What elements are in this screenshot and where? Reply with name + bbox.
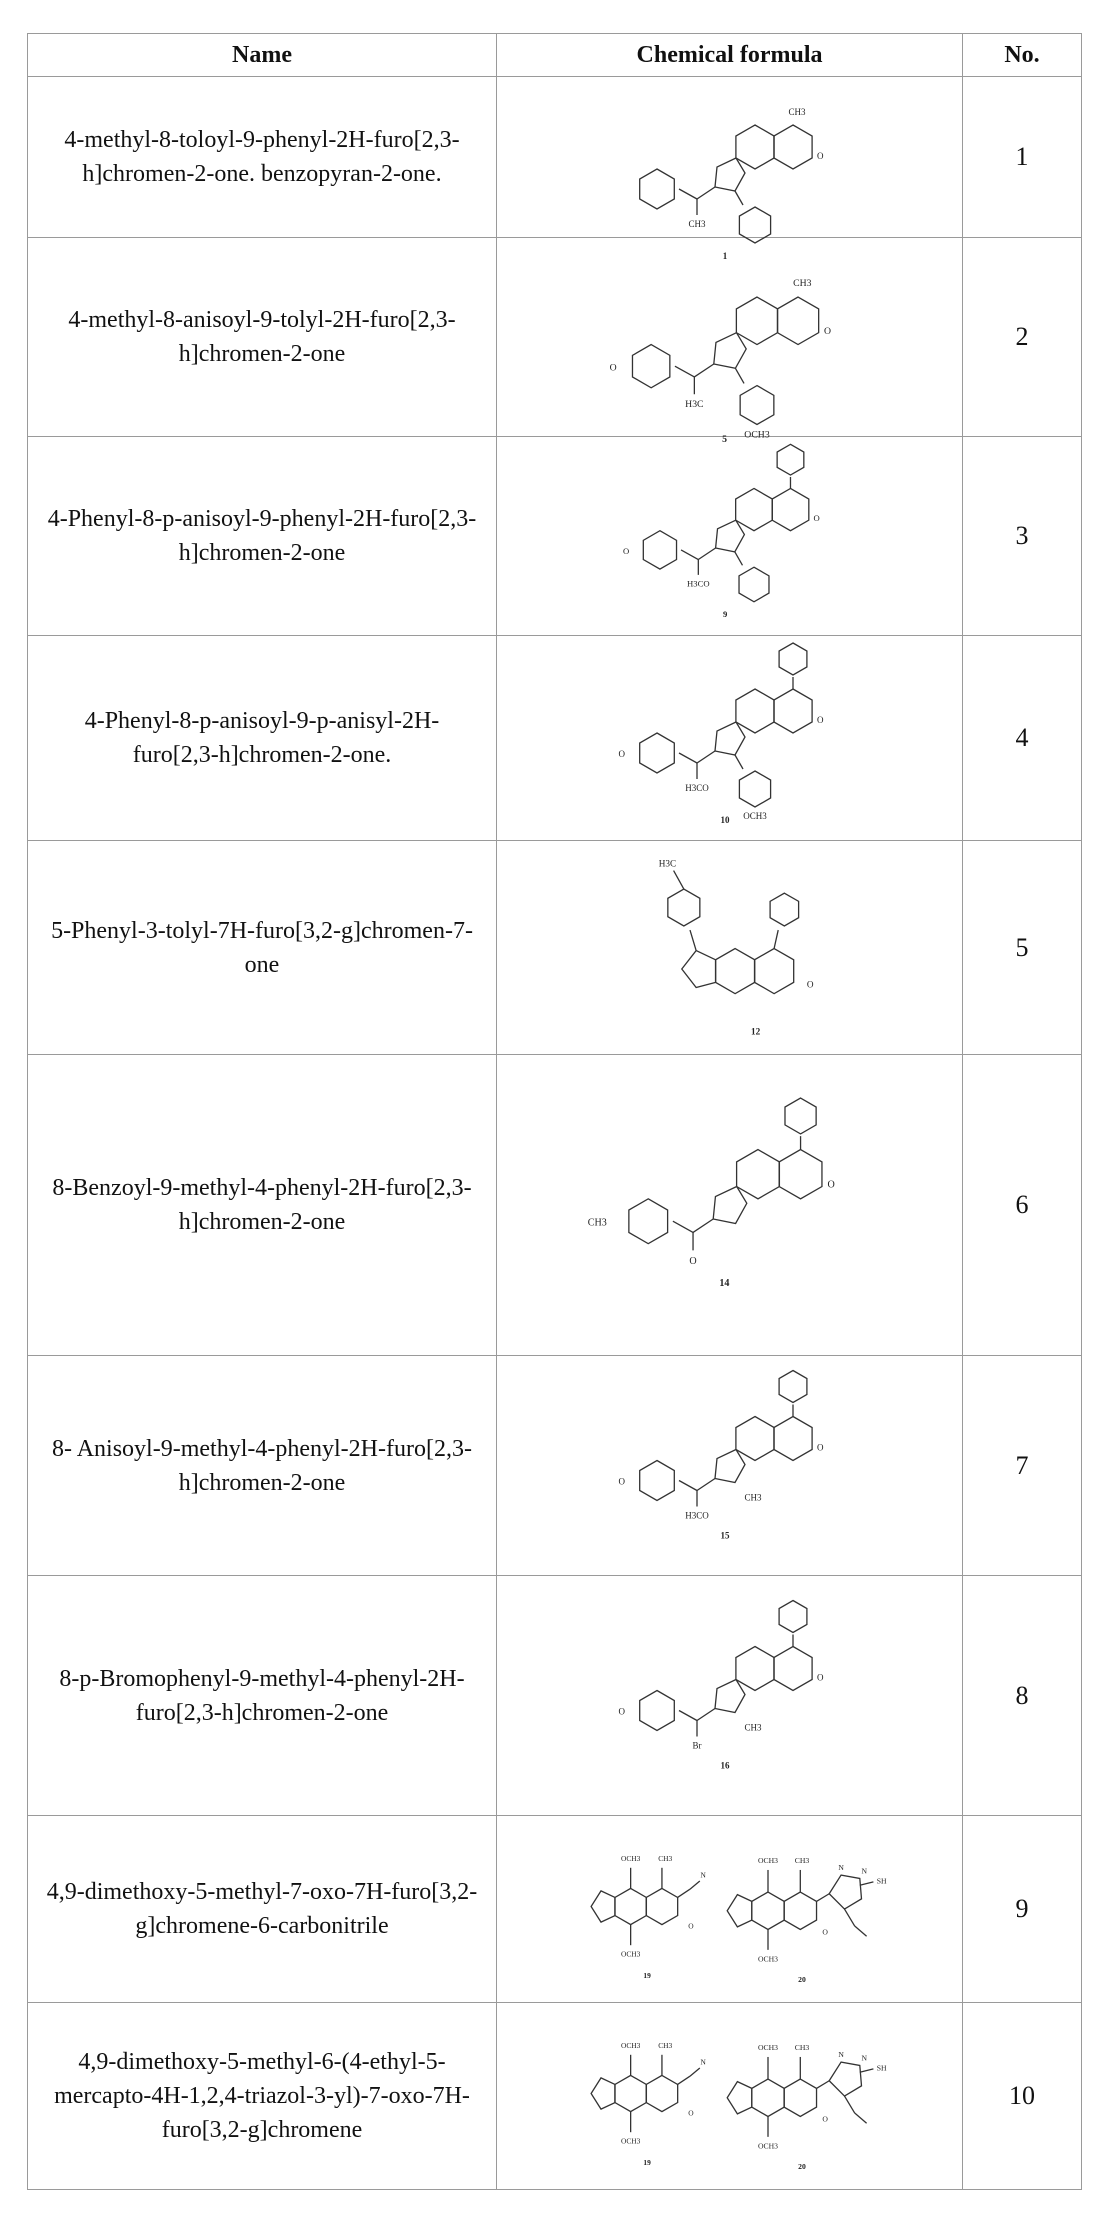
bond bbox=[689, 1881, 699, 1889]
compound-name: 4-methyl-8-toloyl-9-phenyl-2H-furo[2,3-h]chromen-2-one. benzopyran-2-one. bbox=[28, 77, 497, 238]
ring-bond bbox=[773, 1646, 811, 1690]
atom-label: O bbox=[816, 714, 823, 725]
bond bbox=[679, 1710, 697, 1720]
atom-label: OCH3 bbox=[757, 1954, 778, 1964]
atom-label: CH3 bbox=[687, 219, 706, 229]
compound-id-label: 9 bbox=[722, 609, 727, 620]
atom-label: OCH3 bbox=[742, 810, 767, 821]
atom-label: SH bbox=[876, 2063, 887, 2073]
ring-bond bbox=[727, 2082, 752, 2114]
bond bbox=[844, 2096, 854, 2113]
compound-number: 10 bbox=[963, 2003, 1082, 2190]
ring-bond bbox=[639, 1690, 674, 1730]
ring-bond bbox=[773, 1416, 811, 1460]
compound-id-label: 10 bbox=[720, 814, 729, 825]
bond bbox=[697, 1478, 715, 1490]
ring-bond bbox=[614, 2075, 645, 2111]
atom-label: N bbox=[837, 1862, 844, 1872]
compound-id-label: 20 bbox=[797, 2162, 806, 2172]
ring-bond bbox=[735, 1416, 773, 1460]
atom-label: OCH3 bbox=[620, 1949, 640, 1959]
compound-number: 8 bbox=[963, 1576, 1082, 1816]
atom-label: CH3 bbox=[787, 107, 806, 117]
bond bbox=[672, 1221, 692, 1232]
compound-number: 3 bbox=[963, 437, 1082, 636]
atom-label: OCH3 bbox=[743, 429, 770, 441]
atom-label: O bbox=[687, 2108, 694, 2118]
ring-bond bbox=[735, 1646, 773, 1690]
ring-bond bbox=[784, 2079, 816, 2116]
atom-label: H3CO bbox=[684, 1510, 709, 1520]
structure-drawing-icon bbox=[717, 2011, 887, 2176]
structure-cell bbox=[497, 636, 963, 841]
atom-label: O bbox=[826, 1179, 835, 1191]
table-row bbox=[28, 1356, 1082, 1576]
ring-bond bbox=[777, 297, 818, 345]
bond bbox=[679, 1480, 697, 1490]
ring-bond bbox=[591, 1891, 615, 1922]
atom-label: O bbox=[687, 1921, 694, 1931]
ring-bond bbox=[779, 1370, 807, 1402]
bond bbox=[674, 366, 693, 377]
structure-cell bbox=[497, 77, 963, 261]
table-row bbox=[28, 1055, 1082, 1356]
bond bbox=[697, 187, 715, 199]
ring-bond bbox=[784, 1098, 815, 1134]
structure-cell bbox=[497, 1055, 963, 1356]
header-row bbox=[28, 34, 1082, 77]
bond bbox=[677, 1889, 689, 1897]
atom-label: CH3 bbox=[792, 278, 812, 290]
ring-bond bbox=[735, 689, 773, 733]
ring-bond bbox=[779, 1150, 822, 1199]
structure-cell bbox=[497, 2003, 963, 2190]
compound-name: 4-methyl-8-anisoyl-9-tolyl-2H-furo[2,3-h]chromen-2-one bbox=[28, 238, 497, 437]
structure-drawing-icon bbox=[717, 1824, 887, 1989]
header-formula: Chemical formula bbox=[497, 34, 963, 77]
ring-bond bbox=[751, 1892, 783, 1929]
ring-bond bbox=[740, 386, 774, 425]
compound-name: 4,9-dimethoxy-5-methyl-6-(4-ethyl-5-mercapto-4H-1,2,4-triazol-3-yl)-7-oxo-7H-furo[3,2-g]chromene bbox=[28, 2003, 497, 2190]
atom-label: H3CO bbox=[684, 782, 709, 793]
compound-number: 1 bbox=[963, 77, 1082, 238]
ring-bond bbox=[727, 1895, 752, 1927]
structure-drawing-icon bbox=[605, 87, 855, 261]
ring-bond bbox=[667, 889, 699, 926]
atom-label: N bbox=[861, 2053, 867, 2063]
ring-bond bbox=[784, 1892, 816, 1929]
compound-id-label: 14 bbox=[718, 1278, 729, 1290]
ring-bond bbox=[713, 1187, 747, 1224]
ring-bond bbox=[736, 1150, 779, 1199]
structure-cell bbox=[497, 1816, 963, 2003]
structure-drawing-icon bbox=[573, 1824, 713, 1989]
compound-id-label: 19 bbox=[642, 1971, 651, 1981]
table-row bbox=[28, 636, 1082, 841]
structure-drawing-icon bbox=[610, 446, 850, 626]
header-name: Name bbox=[28, 34, 497, 77]
ring-bond bbox=[754, 948, 793, 993]
ring-bond bbox=[772, 488, 809, 530]
bond bbox=[859, 1882, 873, 1885]
atom-label: H3CO bbox=[686, 578, 710, 589]
compound-number: 9 bbox=[963, 1816, 1082, 2003]
bond bbox=[816, 1894, 829, 1902]
bond bbox=[697, 751, 715, 763]
atom-label: O bbox=[618, 1706, 625, 1716]
compound-number: 7 bbox=[963, 1356, 1082, 1576]
compound-id-label: 15 bbox=[720, 1530, 729, 1540]
ring-bond bbox=[639, 1460, 674, 1500]
bond bbox=[774, 930, 778, 948]
ring-bond bbox=[591, 2078, 615, 2109]
table-row bbox=[28, 437, 1082, 636]
atom-label: OCH3 bbox=[757, 2043, 778, 2053]
table-row bbox=[28, 77, 1082, 238]
table-row bbox=[28, 841, 1082, 1055]
atom-label: CH3 bbox=[657, 2041, 672, 2051]
compound-name: 5-Phenyl-3-tolyl-7H-furo[3,2-g]chromen-7-one bbox=[28, 841, 497, 1055]
bond bbox=[854, 1926, 866, 1936]
bond bbox=[679, 753, 697, 763]
atom-label: N bbox=[837, 2049, 844, 2059]
compound-id-label: 16 bbox=[720, 1760, 729, 1770]
bond bbox=[681, 550, 698, 560]
atom-label: CH3 bbox=[794, 1856, 809, 1866]
atom-label: CH3 bbox=[657, 1854, 672, 1864]
atom-label: Br bbox=[692, 1740, 701, 1750]
ring-bond bbox=[713, 333, 745, 369]
structure-drawing-icon bbox=[605, 646, 855, 831]
compound-name: 4,9-dimethoxy-5-methyl-7-oxo-7H-furo[3,2-g]chromene-6-carbonitrile bbox=[28, 1816, 497, 2003]
atom-label: CH3 bbox=[743, 1722, 762, 1732]
compound-number: 4 bbox=[963, 636, 1082, 841]
ring-bond bbox=[779, 643, 807, 675]
bond bbox=[854, 2113, 866, 2123]
bond bbox=[694, 364, 713, 377]
bond bbox=[690, 930, 696, 951]
ring-bond bbox=[632, 345, 669, 388]
compound-number: 2 bbox=[963, 238, 1082, 437]
bond bbox=[735, 755, 743, 769]
atom-label: OCH3 bbox=[757, 1856, 778, 1866]
atom-label: H3C bbox=[684, 399, 704, 411]
table-row bbox=[28, 238, 1082, 437]
structure-drawing-icon bbox=[573, 2011, 713, 2176]
compound-number: 5 bbox=[963, 841, 1082, 1055]
ring-bond bbox=[715, 722, 745, 755]
atom-label: CH3 bbox=[743, 1492, 762, 1502]
atom-label: O bbox=[806, 978, 814, 989]
compound-number: 6 bbox=[963, 1055, 1082, 1356]
bond bbox=[735, 191, 743, 205]
ring-bond bbox=[614, 1888, 645, 1924]
ring-bond bbox=[770, 893, 799, 926]
compound-id-label: 20 bbox=[797, 1975, 806, 1985]
ring-bond bbox=[715, 520, 744, 552]
bond bbox=[677, 2076, 689, 2084]
structure-cell bbox=[497, 841, 963, 1055]
compound-name: 8-Benzoyl-9-methyl-4-phenyl-2H-furo[2,3-h]chromen-2-one bbox=[28, 1055, 497, 1356]
atom-label: O bbox=[813, 513, 820, 524]
structure-drawing-icon bbox=[595, 247, 865, 445]
ring-bond bbox=[773, 689, 811, 733]
ring-bond bbox=[628, 1199, 667, 1244]
ring-bond bbox=[681, 950, 715, 987]
compound-id-label: 5 bbox=[721, 433, 727, 445]
atom-label: O bbox=[821, 2114, 828, 2124]
atom-label: OCH3 bbox=[620, 2041, 640, 2051]
ring-bond bbox=[639, 733, 674, 773]
atom-label: O bbox=[609, 362, 617, 374]
compound-table bbox=[27, 33, 1082, 2190]
compound-name: 4-Phenyl-8-p-anisoyl-9-phenyl-2H-furo[2,3-h]chromen-2-one bbox=[28, 437, 497, 636]
ring-bond bbox=[715, 158, 745, 191]
atom-label: OCH3 bbox=[620, 1854, 640, 1864]
atom-label: O bbox=[816, 1672, 823, 1682]
structure-drawing-icon bbox=[605, 1591, 855, 1801]
bond bbox=[844, 1909, 854, 1926]
compound-id-label: 1 bbox=[722, 251, 727, 261]
atom-label: SH bbox=[876, 1876, 887, 1886]
ring-bond bbox=[646, 2075, 677, 2111]
structure-drawing-icon bbox=[605, 1366, 855, 1566]
atom-label: OCH3 bbox=[757, 2141, 778, 2151]
bond bbox=[698, 548, 715, 560]
atom-label: H3C bbox=[658, 857, 676, 868]
structure-cell bbox=[497, 1356, 963, 1576]
bond bbox=[673, 870, 683, 888]
compound-id-label: 12 bbox=[750, 1026, 760, 1037]
compound-name: 8-p-Bromophenyl-9-methyl-4-phenyl-2H-furo[2,3-h]chromen-2-one bbox=[28, 1576, 497, 1816]
ring-bond bbox=[773, 125, 811, 169]
compound-id-label: 19 bbox=[642, 2158, 651, 2168]
atom-label: N bbox=[861, 1866, 867, 1876]
ring-bond bbox=[646, 1888, 677, 1924]
ring-bond bbox=[735, 488, 772, 530]
ring-bond bbox=[735, 125, 773, 169]
compound-name: 8- Anisoyl-9-methyl-4-phenyl-2H-furo[2,3-h]chromen-2-one bbox=[28, 1356, 497, 1576]
ring-bond bbox=[715, 1679, 745, 1712]
ring-bond bbox=[639, 169, 674, 209]
table-row bbox=[28, 2003, 1082, 2190]
ring-bond bbox=[829, 2062, 861, 2096]
bond bbox=[816, 2081, 829, 2089]
structure-drawing-icon bbox=[600, 848, 860, 1048]
atom-label: CH3 bbox=[587, 1217, 607, 1229]
atom-label: O bbox=[622, 545, 629, 556]
bond bbox=[697, 1708, 715, 1720]
compound-name: 4-Phenyl-8-p-anisoyl-9-p-anisyl-2H-furo[2,3-h]chromen-2-one. bbox=[28, 636, 497, 841]
ring-bond bbox=[715, 948, 754, 993]
bond bbox=[859, 2069, 873, 2072]
bond bbox=[689, 2068, 699, 2076]
ring-bond bbox=[736, 297, 777, 345]
ring-bond bbox=[779, 1600, 807, 1632]
structure-cell bbox=[497, 238, 963, 445]
ring-bond bbox=[751, 2079, 783, 2116]
ring-bond bbox=[739, 771, 770, 807]
ring-bond bbox=[777, 444, 804, 475]
atom-label: OCH3 bbox=[620, 2136, 640, 2146]
structure-drawing-icon bbox=[587, 1070, 870, 1340]
ring-bond bbox=[829, 1875, 861, 1909]
atom-label: O bbox=[688, 1255, 697, 1267]
atom-label: O bbox=[816, 151, 823, 161]
structure-cell bbox=[497, 437, 963, 636]
atom-label: N bbox=[699, 1870, 706, 1880]
atom-label: N bbox=[699, 2057, 706, 2067]
ring-bond bbox=[643, 531, 676, 569]
ring-bond bbox=[739, 567, 769, 602]
atom-label: O bbox=[816, 1442, 823, 1452]
atom-label: O bbox=[823, 325, 831, 337]
ring-bond bbox=[715, 1449, 745, 1482]
table-row bbox=[28, 1576, 1082, 1816]
table-row bbox=[28, 1816, 1082, 2003]
atom-label: O bbox=[821, 1927, 828, 1937]
structure-cell bbox=[497, 1576, 963, 1816]
bond bbox=[693, 1219, 713, 1232]
bond bbox=[734, 552, 742, 565]
bond bbox=[735, 368, 744, 383]
bond bbox=[679, 189, 697, 199]
atom-label: CH3 bbox=[794, 2043, 809, 2053]
atom-label: O bbox=[618, 748, 625, 759]
header-no: No. bbox=[963, 34, 1082, 77]
atom-label: O bbox=[618, 1476, 625, 1486]
